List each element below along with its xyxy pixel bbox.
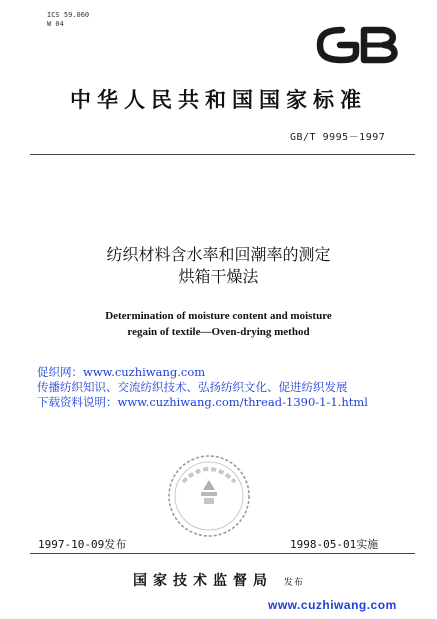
issue-date: 1997-10-09发布 [38, 538, 127, 551]
footer-divider [30, 553, 415, 554]
chinese-title-line2: 烘箱干燥法 [178, 267, 259, 286]
site-url: www.cuzhiwang.com [268, 598, 397, 612]
watermark-download-line: 下载资料说明：www.cuzhiwang.com/thread-1390-1-1.html [37, 395, 368, 409]
standard-number: GB/T 9995－1997 [290, 132, 386, 143]
header-divider [30, 154, 415, 155]
watermark-slogan-line: 传播纺织知识、交流纺织技术、弘扬纺织文化、促进纺织发展 [37, 380, 348, 394]
issuer-name: 国家技术监督局 [133, 573, 274, 589]
implementation-date: 1998-05-01实施 [290, 538, 379, 551]
issuer [0, 570, 437, 590]
national-standard-title: 中华人民共和国国家标准 [70, 87, 367, 112]
gb-logo [316, 24, 402, 66]
chinese-title-line1: 纺织材料含水率和回潮率的测定 [106, 245, 331, 264]
issuer-suffix: 发布 [283, 578, 304, 588]
english-title-line1: Determination of moisture content and moisture [105, 310, 332, 322]
english-title-line2: regain of textile—Oven-drying method [127, 326, 310, 338]
category-code: W 04 [47, 20, 64, 28]
english-title [0, 308, 437, 340]
ics-code [47, 11, 89, 29]
chinese-title [0, 244, 437, 288]
watermark-site-line: 促织网：www.cuzhiwang.com [37, 365, 206, 379]
official-seal [163, 450, 255, 542]
ics-number: ICS 59.060 [47, 11, 90, 19]
